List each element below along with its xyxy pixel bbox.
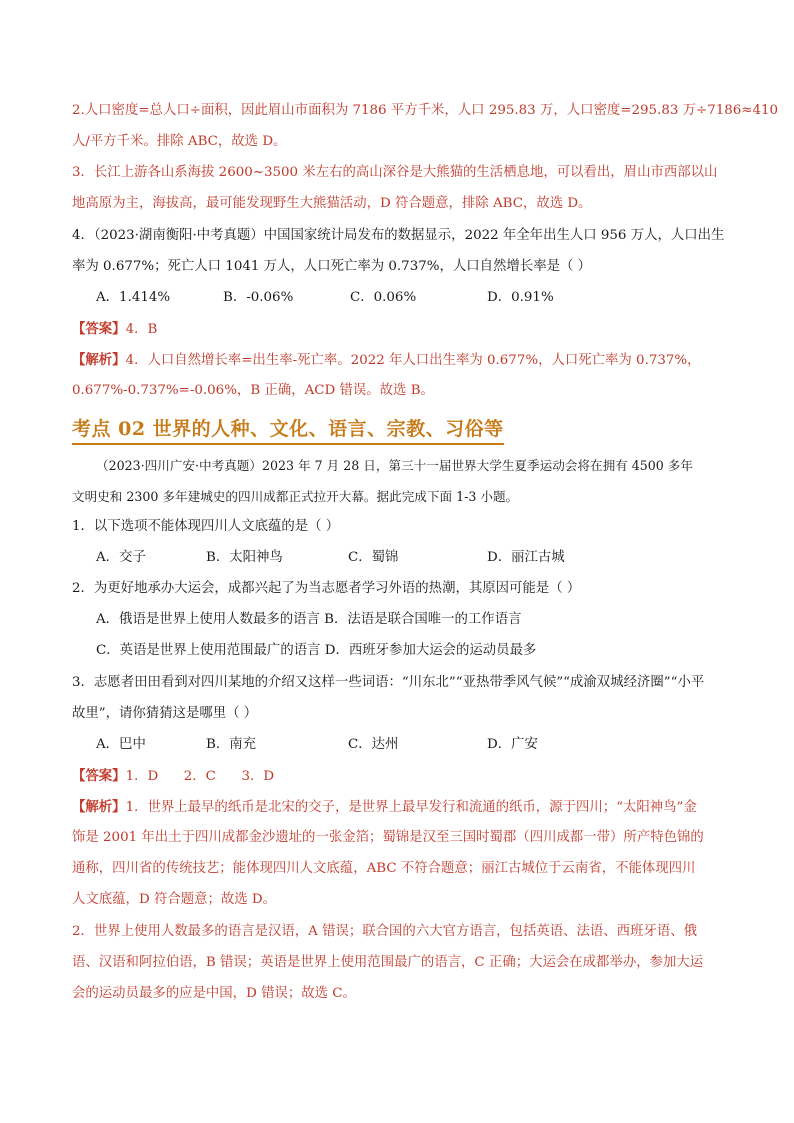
answer-text: 1．D 2．C 3．D (125, 769, 275, 784)
analysis-line: 饰是 2001 年出土于四川成都金沙遗址的一张金箔；蜀锦是汉至三国时蜀郡（四川成都一带）所产特色锦的 (72, 830, 704, 845)
option-a: A．巴中 (96, 737, 146, 752)
option-b: B．-0.06% (223, 290, 294, 305)
analysis-line: 2.人口密度=总人口÷面积，因此眉山市面积为 7186 平方千米，人口 295.83 万，人口密度=295.83 万÷7186≈410 (72, 103, 779, 118)
question-2-options: C．英语是世界上使用范围最广的语言 D．西班牙参加大运会的运动员最多 (96, 643, 537, 658)
answer-line (72, 767, 732, 786)
analysis-line: 通称，四川省的传统技艺；能体现四川人文底蕴，ABC 不符合题意；丽江古城位于云南省，不能体现四川 (72, 861, 696, 876)
question-2-options: A．俄语是世界上使用人数最多的语言 B．法语是联合国唯一的工作语言 (96, 612, 522, 627)
option-a: A．交子 (96, 550, 146, 565)
analysis-line: 人文底蕴，D 符合题意；故选 D。 (72, 892, 277, 907)
analysis-label: 【解析】 (72, 799, 126, 815)
option-c: C．0.06% (350, 290, 417, 305)
question-3-stem: 3．志愿者田田看到对四川某地的介绍又这样一些词语：“川东北”“亚热带季风气候”“成渝双城经济圈”“小平 (72, 675, 705, 690)
option-d: D．0.91% (487, 290, 554, 305)
analysis-line: 人/平方千米。排除 ABC，故选 D。 (72, 134, 287, 149)
question-4-options (96, 289, 756, 307)
section-heading: 考点 02 世界的人种、文化、语言、宗教、习俗等 (72, 414, 504, 445)
analysis-line: 地高原为主，海拔高，最可能发现野生大熊猫活动，D 符合题意，排除 ABC，故选 D。 (72, 196, 592, 211)
intro-text: （2023·四川广安·中考真题）2023 年 7 月 28 日，第三十一届世界大学生夏季运动会将在拥有 4500 多年 (96, 458, 693, 473)
analysis-label: 【解析】 (72, 352, 126, 368)
question-4-stem: 4．（2023·湖南衡阳·中考真题）中国国家统计局发布的数据显示，2022 年全年出生人口 956 万人，人口出生 (72, 228, 725, 243)
option-d: D．丽江古城 (487, 550, 565, 565)
answer-label: 【答案】 (72, 768, 126, 784)
intro-text: 文明史和 2300 多年建城史的四川成都正式拉开大幕。据此完成下面 1-3 小题。 (72, 489, 519, 504)
answer-text: 4．B (125, 322, 158, 337)
analysis-line: 0.677%-0.737%=-0.06%，B 正确，ACD 错误。故选 B。 (72, 383, 434, 398)
analysis-line: 语、汉语和阿拉伯语，B 错误；英语是世界上使用范围最广的语言，C 正确；大运会在成都举办，参加大运 (72, 955, 704, 970)
question-3-options (96, 736, 756, 754)
question-1-stem: 1．以下选项不能体现四川人文底蕴的是（ ） (72, 519, 340, 534)
analysis-line: 会的运动员最多的应是中国，D 错误；故选 C。 (72, 986, 356, 1001)
option-c: C．蜀锦 (348, 550, 399, 565)
answer-line (72, 320, 732, 339)
option-d: D．广安 (487, 737, 538, 752)
analysis-line: 【解析】4．人口自然增长率=出生率-死亡率。2022 年人口出生率为 0.677%，人口死亡率为 0.737%， (72, 352, 701, 368)
answer-label: 【答案】 (72, 321, 126, 337)
question-2-stem: 2．为更好地承办大运会，成都兴起了为当志愿者学习外语的热潮，其原因可能是（ ） (72, 581, 581, 596)
analysis-line: 3．长江上游各山系海拔 2600~3500 米左右的高山深谷是大熊猫的生活栖息地，可以看出，眉山市西部以山 (72, 165, 718, 180)
option-c: C．达州 (348, 737, 399, 752)
question-3-stem: 故里”，请你猜猜这是哪里（ ） (72, 706, 258, 721)
option-b: B．南充 (206, 737, 257, 752)
question-1-options (96, 549, 756, 567)
analysis-line: 【解析】1．世界上最早的纸币是北宋的交子，是世界上最早发行和流通的纸币，源于四川；“太阳神鸟”金 (72, 799, 697, 815)
option-a: A．1.414% (96, 290, 171, 305)
analysis-line: 2．世界上使用人数最多的语言是汉语，A 错误；联合国的六大官方语言，包括英语、法语、西班牙语、俄 (72, 924, 698, 939)
question-4-stem: 率为 0.677%；死亡人口 1041 万人，人口死亡率为 0.737%，人口自然增长率是（ ） (72, 259, 592, 274)
option-b: B．太阳神鸟 (206, 550, 283, 565)
